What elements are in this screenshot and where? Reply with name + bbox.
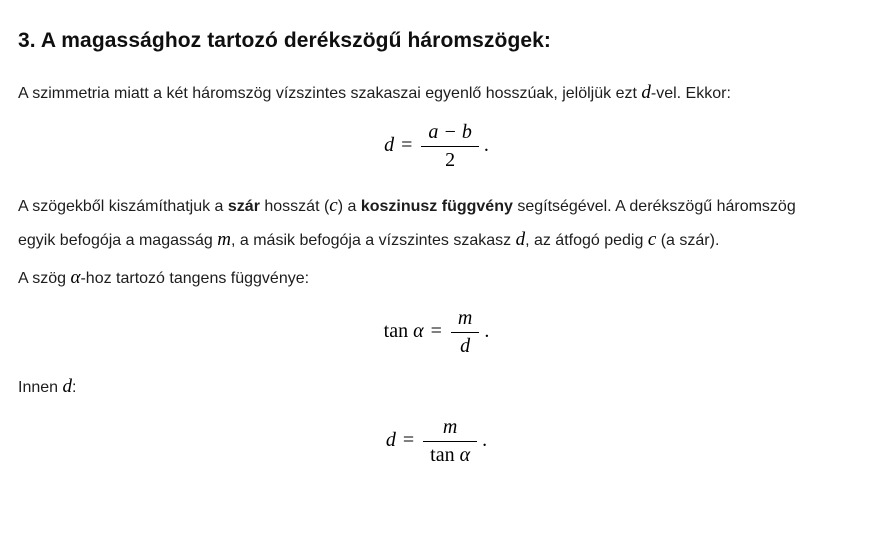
text-segment: A szög: [18, 270, 71, 287]
math-var-m: m: [217, 229, 231, 250]
text-segment: ) a: [337, 198, 361, 215]
text-segment: :: [71, 379, 77, 396]
fraction-denominator: 2: [421, 146, 479, 174]
fraction-numerator: m: [457, 307, 473, 329]
text-segment: A szimmetria miatt a két háromszög vízszintes szakaszai egyenlő hosszúak, jelöljük ezt: [18, 85, 642, 102]
equals-sign: =: [402, 429, 415, 452]
text-segment: A szögekből kiszámíthatjuk a: [18, 198, 228, 215]
text-segment: Innen: [18, 379, 63, 396]
math-var-alpha: α: [413, 320, 424, 343]
function-tan: tan: [383, 320, 409, 343]
equals-sign: =: [430, 320, 442, 343]
math-var-d: d: [384, 134, 395, 157]
bold-term-cosine-function: koszinusz függvény: [360, 198, 513, 215]
formula-d-definition: [18, 119, 855, 174]
paragraph-tangent: [18, 261, 855, 295]
math-var-c: c: [647, 229, 657, 250]
text-segment: , a másik befogója a vízszintes szakasz: [230, 232, 516, 249]
math-var-d: d: [641, 82, 651, 103]
fraction: [451, 305, 479, 360]
formula-d-from-tangent: [18, 414, 855, 469]
math-var-c: c: [329, 195, 338, 216]
paragraph-innen: [18, 370, 855, 404]
fraction-denominator: [423, 441, 477, 469]
function-tan: tan: [430, 444, 455, 466]
period: .: [484, 320, 490, 343]
document: [0, 27, 873, 469]
math-var-d: d: [385, 429, 396, 452]
fraction: [421, 119, 479, 174]
equals-sign: =: [401, 134, 413, 157]
paragraph-symmetry: [18, 76, 853, 110]
text-segment: -hoz tartozó tangens függvénye:: [80, 270, 310, 287]
section-heading: 3. A magassághoz tartozó derékszögű háromszögek:: [18, 29, 552, 52]
bold-term-szar: szár: [227, 198, 260, 215]
fraction: [423, 414, 477, 469]
math-var-d: d: [515, 229, 526, 250]
text-segment: segítségével. A derékszögű háromszög egyik befogója a magasság: [18, 198, 796, 249]
fraction-numerator: m: [442, 416, 458, 438]
text-segment: , az átfogó pedig: [525, 232, 648, 249]
math-var-d: d: [62, 376, 72, 397]
period: .: [482, 429, 488, 452]
text-segment: -vel. Ekkor:: [650, 85, 731, 102]
paragraph-cosine: [18, 189, 823, 257]
math-var-alpha: α: [459, 444, 471, 466]
math-var-alpha: α: [70, 267, 81, 288]
formula-tangent: [18, 305, 855, 360]
period: .: [483, 134, 489, 157]
fraction-numerator: a − b: [428, 121, 472, 143]
fraction-denominator: d: [451, 332, 479, 360]
text-segment: hosszát (: [259, 198, 330, 215]
text-segment: (a szár).: [656, 232, 720, 249]
